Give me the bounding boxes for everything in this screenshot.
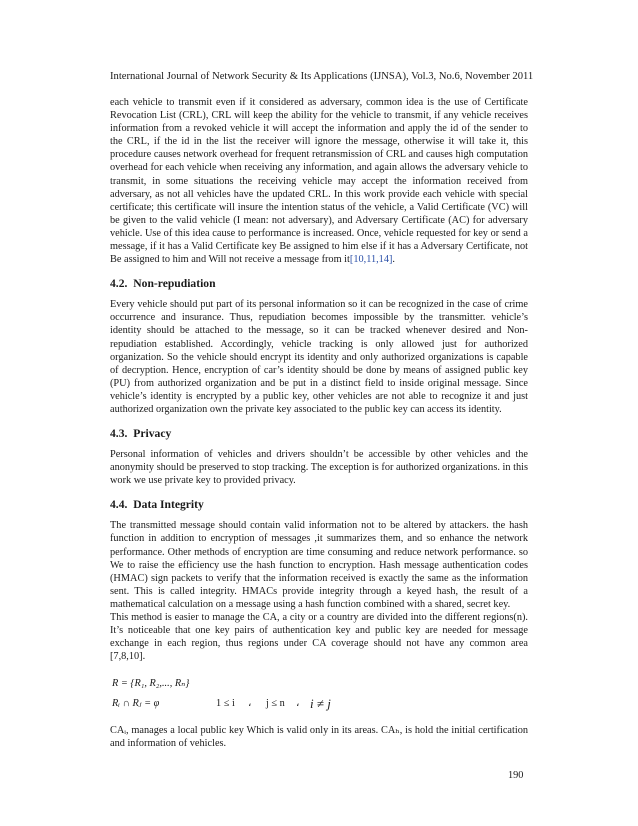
section-title: Data Integrity [133,498,204,512]
page-number: 190 [508,770,524,781]
math-conditions [110,694,528,714]
disjoint-formula: Rᵢ ∩ Rⱼ = φ [112,698,160,710]
main-content [110,96,528,751]
separator-1: ، [248,698,252,710]
intro-citation[interactable]: [10,11,14] [349,254,393,266]
section-number: 4.3. [110,427,128,441]
section-title: Privacy [133,427,172,441]
separator-2: ، [296,698,300,710]
section-heading-privacy [110,427,528,441]
math-block [110,674,528,714]
section-heading-non-repudiation [110,277,528,291]
running-header: International Journal of Network Security & Its Applications (IJNSA), Vol.3, No.6, November 2011 [110,71,534,82]
data-integrity-body: The transmitted message should contain valid information not to be altered by attackers. the hash function in addition to encryption of messages ,it summarizes them, and so enhance the network performance. Other methods of encryption are time consuming and reduce network performance. so We to raise the efficiency use the hash function to encryption. Hash message authentication codes (HMAC) sign packets to verify that the information received is exactly the same as the information sent. This is called integrity. HMACs provide integrity through a keyed hash, the result of a mathematical calculation on a message using a hash function combined with a shared, secret key. [110,520,528,610]
privacy-body: Personal information of vehicles and drivers shouldn’t be accessible by other vehicles and the anonymity should be preserved to stop tracking. The exception is for authorized organizations. in this work we use private key to provided privacy. [110,449,528,487]
set-definition-formula: R = {R₁, R₂,..., Rₙ} [112,678,190,690]
intro-end: . [392,254,395,266]
math-set-definition [110,674,528,694]
intro-paragraph [110,96,528,266]
data-integrity-body-2: This method is easier to manage the CA, a city or a country are divided into the different regions(n). It’s noticeable that one key pairs of authentication key and public key are needed for message exchange in each region, thus regions under CA coverage should not have any common area [7,8,10]. [110,612,528,663]
section-title: Non-repudiation [133,277,216,291]
intro-text: each vehicle to transmit even if it considered as adversary, common idea is the use of Certificate Revocation List (CRL), CRL will keep the ability for the vehicle to transmit, if any vehicle receives information from a revoked vehicle it will accept the information and apply the id of the sender to the CRL, if the id in the list the receiver will ignore the message, otherwise it will take it, this procedure causes network overhead for frequent retransmission of CRL and causes high computation overhead for each vehicle when receiving any information, and again allows the adversary vehicle to transmit, in some situations the receiving vehicle may accept the information received from adversary, as not all vehicles have the updated CRL. In this work provide each vehicle with special certificate; this certificate will insure the intention status of the vehicle, a Valid Certificate (VC) will be given to the valid vehicle (I mean: not adversary), and Adversary Certificate (AC) for adversary vehicle. Use of this idea cause to performance is increased. Once, vehicle requested for key or send a message, if it has a Valid Certificate key Be assigned to him else if it has a Adversary Certificate, not Be assigned to him and Will not receive a message from it [110,97,528,266]
section-number: 4.2. [110,277,128,291]
section-number: 4.4. [110,498,128,512]
condition-not-equal: i ≠ j [310,696,331,712]
condition-i: 1 ≤ i [216,698,235,710]
condition-j: j ≤ n [266,698,285,710]
ca-paragraph: CAᵢ, manages a local public key Which is valid only in its areas. CAₕ, is hold the initial certification and information of vehicles. [110,725,528,750]
section-heading-data-integrity [110,498,528,512]
non-repudiation-body: Every vehicle should put part of its personal information so it can be recognized in the case of crime occurrence and insurance. Thus, repudiation becomes impossible by the transmitter. vehicle’s identity should be attached to the message, so it can be tracked whenever desired and Non-repudiation established. Accordingly, vehicle tracking is only allowed just for authorized organization. So the vehicle should encrypt its identity and only authorized organizations is capable of decryption. Hence, encryption of car’s identity should be done by means of assigned public key (PU) from authorized organization and be put in a distinct field to inside original message. Since vehicle’s identity is encrypted by a public key, other vehicles are not able to recognize it and just authorized organization own the private key associated to the public key can access its identity. [110,299,528,415]
